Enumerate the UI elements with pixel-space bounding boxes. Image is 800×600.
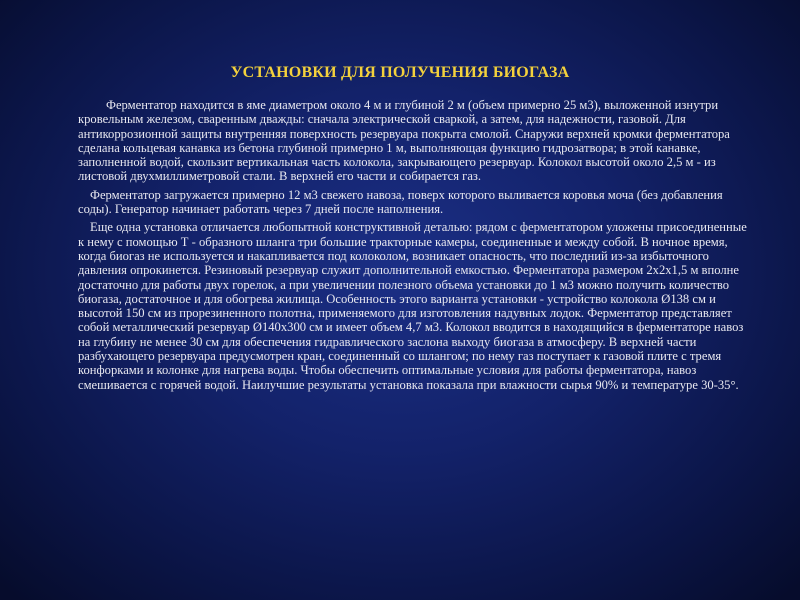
paragraph-second-installation: Еще одна установка отличается любопытной конструктивной деталью: рядом с ферментатором уложены присоединенные к нему с помощью Т - образного шланга три большие тракторные камеры, соединенные и между собой. В ночное время, когда биогаз не используется и накапливается под колоколом, возникает опасность, что последний из-за избыточного давления опрокинется. Резиновый резервуар служит дополнительной емкостью. Ферментатора размером 2х2х1,5 м вполне достаточно для работы двух горелок, а при увеличении полезного объема установки до 1 м3 можно получить количество биогаза, достаточное и для обогрева жилища. Особенность этого варианта установки - устройство колокола Ø138 см и высотой 150 см из прорезиненного полотна, применяемого для изготовления надувных лодок. Ферментатор представляет собой металлический резервуар Ø140х300 см и имеет объем 4,7 м3. Колокол вводится в находящийся в ферментаторе навоз на глубину не менее 30 см для обеспечения гидравлического заслона выходу биогаза в атмосферу. В верхней части разбухающего резервуара предусмотрен кран, соединенный со шлангом; по нему газ поступает к газовой плите с тремя конфорками и колонке для нагрева воды. Чтобы обеспечить оптимальные условия для работы ферментатора, навоз смешивается с горячей водой. Наилучшие результаты установка показала при влажности сырья 90% и температуре 30-35°. xyxy=(78,220,747,392)
paragraph-fermenter-description: Ферментатор находится в яме диаметром около 4 м и глубиной 2 м (объем примерно 25 м3), выложенной изнутри кровельным железом, сваренным дважды: сначала электрической сваркой, а затем, для надежности, газовой. Для антикоррозионной защиты внутренняя поверхность резервуара покрыта смолой. Снаружи верхней кромки ферментатора сделана кольцевая канавка из бетона глубиной примерно 1 м, выполняющая функцию гидрозатвора; в этой канавке, заполненной водой, скользит вертикальная часть колокола, закрывающего резервуар. Колокол высотой около 2,5 м - из листовой двухмиллиметровой стали. В верхней его части и собирается газ. xyxy=(78,98,730,184)
slide-body xyxy=(78,98,748,396)
paragraph-fermenter-loading: Ферментатор загружается примерно 12 м3 свежего навоза, поверх которого выливается коровья моча (без добавления соды). Генератор начинает работать через 7 дней после наполнения. xyxy=(78,187,723,217)
slide-title: УСТАНОВКИ ДЛЯ ПОЛУЧЕНИЯ БИОГАЗА xyxy=(230,64,570,81)
